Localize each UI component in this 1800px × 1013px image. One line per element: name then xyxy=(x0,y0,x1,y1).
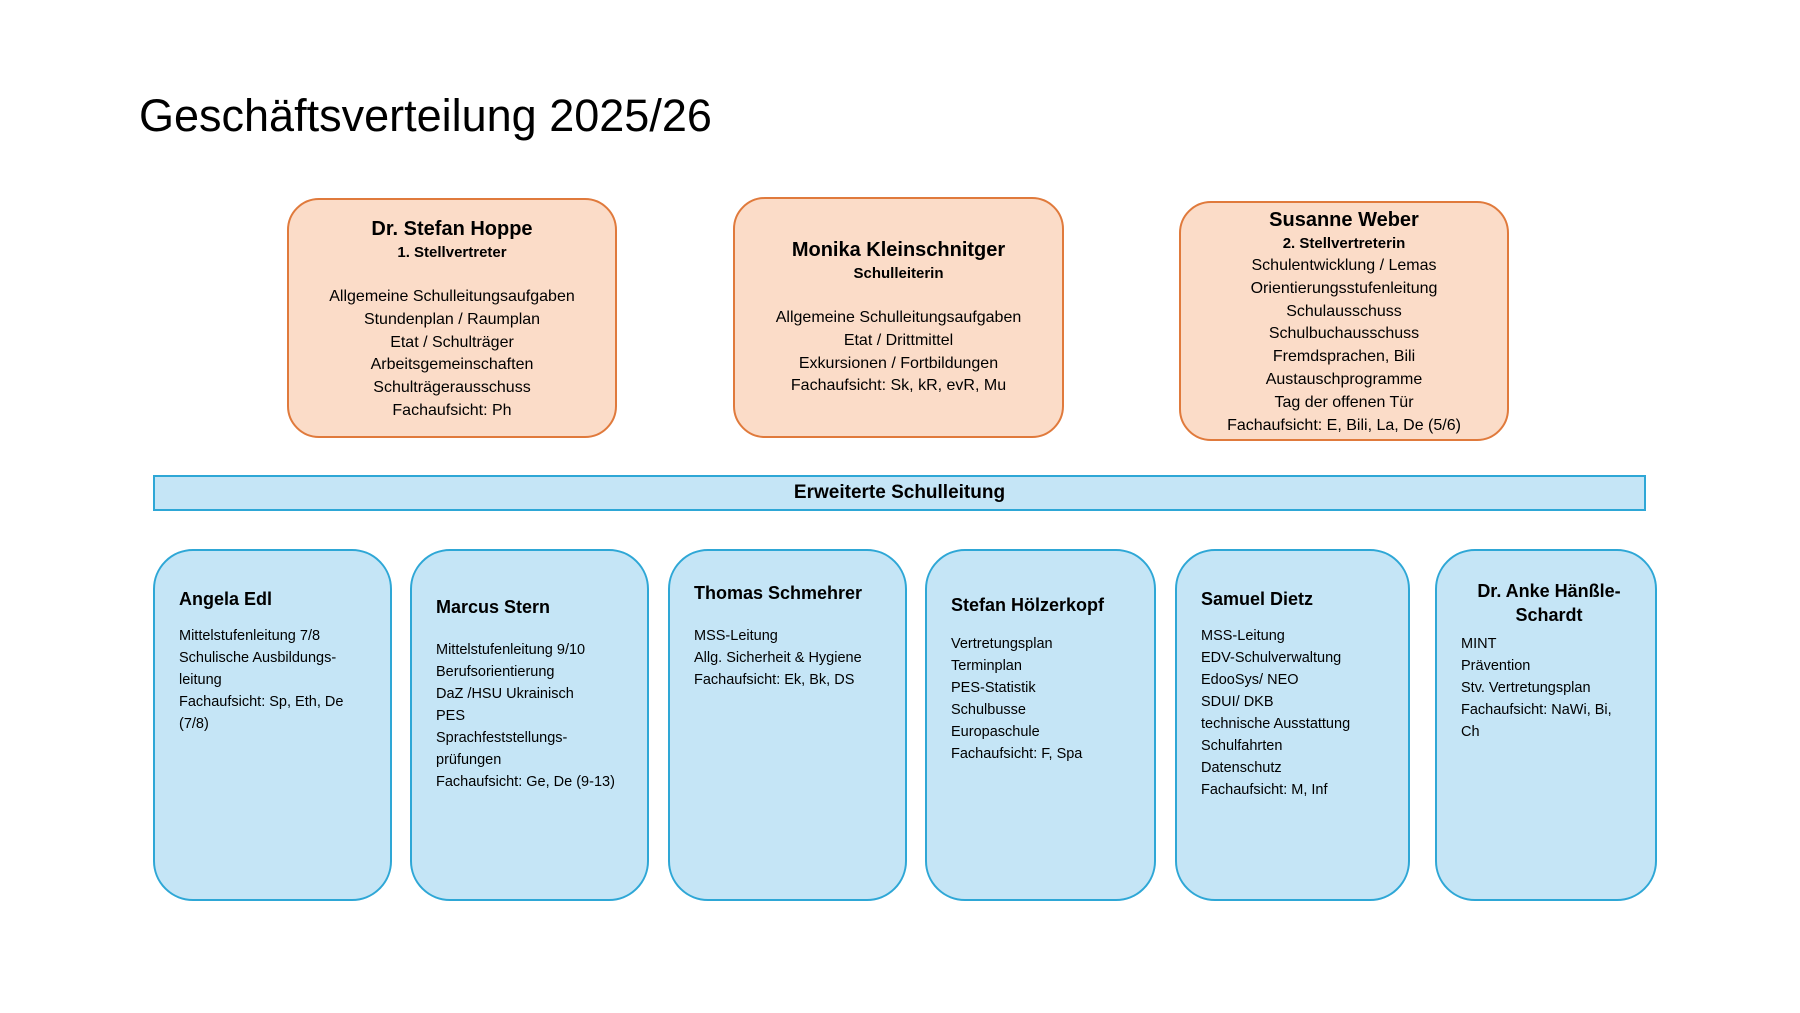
leader-task: Orientierungsstufenleitung xyxy=(1250,279,1438,297)
member-task: Sprachfeststellungs- xyxy=(436,730,568,746)
member-task: DaZ /HSU Ukrainisch xyxy=(436,686,574,702)
member-task: Europaschule xyxy=(951,724,1040,740)
member-card-dietz xyxy=(1175,549,1410,901)
leader-task: Allgemeine Schulleitungsaufgaben xyxy=(329,288,575,305)
member-task: Fachaufsicht: Ek, Bk, DS xyxy=(694,672,855,688)
leader-card-weber xyxy=(1179,201,1509,441)
leader-task: Fachaufsicht: Ph xyxy=(392,401,512,419)
member-card-edl xyxy=(153,549,392,901)
leader-task: Fachaufsicht: E, Bili, La, De (5/6) xyxy=(1227,416,1461,434)
member-task: Schulbusse xyxy=(951,702,1026,718)
member-name: Stefan Hölzerkopf xyxy=(951,595,1105,615)
leader-name: Susanne Weber xyxy=(1269,209,1419,231)
leader-task: Schulentwicklung / Lemas xyxy=(1251,257,1437,274)
leader-task: Arbeitsgemeinschaften xyxy=(370,356,534,374)
leader-task: Etat / Drittmittel xyxy=(843,331,954,349)
member-name: Dr. Anke Hänßle-Schardt xyxy=(1477,581,1621,625)
member-task: technische Ausstattung xyxy=(1201,716,1351,732)
member-task: MSS-Leitung xyxy=(694,628,778,644)
member-task: Fachaufsicht: Ge, De (9-13) xyxy=(436,774,615,790)
leader-task: Allgemeine Schulleitungsaufgaben xyxy=(775,309,1022,326)
leader-task: Fremdsprachen, Bili xyxy=(1272,348,1416,366)
member-task: MINT xyxy=(1461,636,1497,652)
member-task: Prävention xyxy=(1461,658,1531,674)
leader-task: Austauschprogramme xyxy=(1265,370,1423,388)
member-task: PES-Statistik xyxy=(951,680,1036,696)
member-task: PES xyxy=(436,708,466,724)
member-name: Samuel Dietz xyxy=(1201,589,1314,609)
leader-task: Exkursionen / Fortbildungen xyxy=(798,354,999,372)
member-task: Stv. Vertretungsplan xyxy=(1461,680,1591,696)
leader-card-kleinschnitger xyxy=(733,197,1064,438)
member-name: Thomas Schmehrer xyxy=(694,583,863,603)
member-task: EdooSys/ NEO xyxy=(1201,672,1299,688)
member-task: Allg. Sicherheit & Hygiene xyxy=(694,650,862,666)
page-title: Geschäftsverteilung 2025/26 xyxy=(139,90,712,141)
member-task: EDV-Schulverwaltung xyxy=(1201,650,1342,666)
member-card-hoelzerkopf xyxy=(925,549,1156,901)
leader-name: Dr. Stefan Hoppe xyxy=(371,218,533,240)
member-task: Fachaufsicht: M, Inf xyxy=(1201,782,1328,798)
leader-task: Schulbuchausschuss xyxy=(1268,325,1420,343)
member-card-stern xyxy=(410,549,649,901)
member-name: Marcus Stern xyxy=(436,597,551,617)
leader-role: 2. Stellvertreterin xyxy=(1282,235,1406,252)
leader-task: Tag der offenen Tür xyxy=(1274,393,1414,411)
member-task: SDUI/ DKB xyxy=(1201,694,1274,710)
member-task: Schulische Ausbildungs- xyxy=(179,650,337,666)
member-name: Angela Edl xyxy=(179,589,273,609)
member-task: prüfungen xyxy=(436,752,502,768)
member-task: Schulfahrten xyxy=(1201,738,1283,754)
member-task: Datenschutz xyxy=(1201,760,1282,776)
member-task: MSS-Leitung xyxy=(1201,628,1285,644)
leader-role: 1. Stellvertreter xyxy=(397,244,507,261)
leader-task: Etat / Schulträger xyxy=(390,333,514,351)
leader-name: Monika Kleinschnitger xyxy=(791,239,1006,261)
member-task: Fachaufsicht: Sp, Eth, De xyxy=(179,694,344,710)
leader-card-hoppe xyxy=(287,198,617,438)
member-task: Ch xyxy=(1461,724,1480,740)
leader-role: Schulleiterin xyxy=(853,265,944,282)
member-task: leitung xyxy=(179,672,222,688)
member-task: Mittelstufenleitung 7/8 xyxy=(179,628,321,644)
member-task: Vertretungsplan xyxy=(951,636,1053,652)
member-task: Fachaufsicht: NaWi, Bi, xyxy=(1461,702,1612,718)
member-card-haensle-schardt xyxy=(1435,549,1657,901)
leader-task: Schulträgerausschuss xyxy=(373,379,531,397)
member-card-schmehrer xyxy=(668,549,907,901)
member-task: Terminplan xyxy=(951,658,1022,674)
member-task: (7/8) xyxy=(179,716,209,732)
extended-leadership-banner: Erweiterte Schulleitung xyxy=(153,475,1646,511)
leader-task: Stundenplan / Raumplan xyxy=(363,310,541,328)
member-task: Mittelstufenleitung 9/10 xyxy=(436,642,586,658)
member-task: Fachaufsicht: F, Spa xyxy=(951,746,1083,762)
leader-task: Fachaufsicht: Sk, kR, evR, Mu xyxy=(790,377,1007,395)
member-task: Berufsorientierung xyxy=(436,664,555,680)
leader-task: Schulausschuss xyxy=(1286,302,1402,320)
